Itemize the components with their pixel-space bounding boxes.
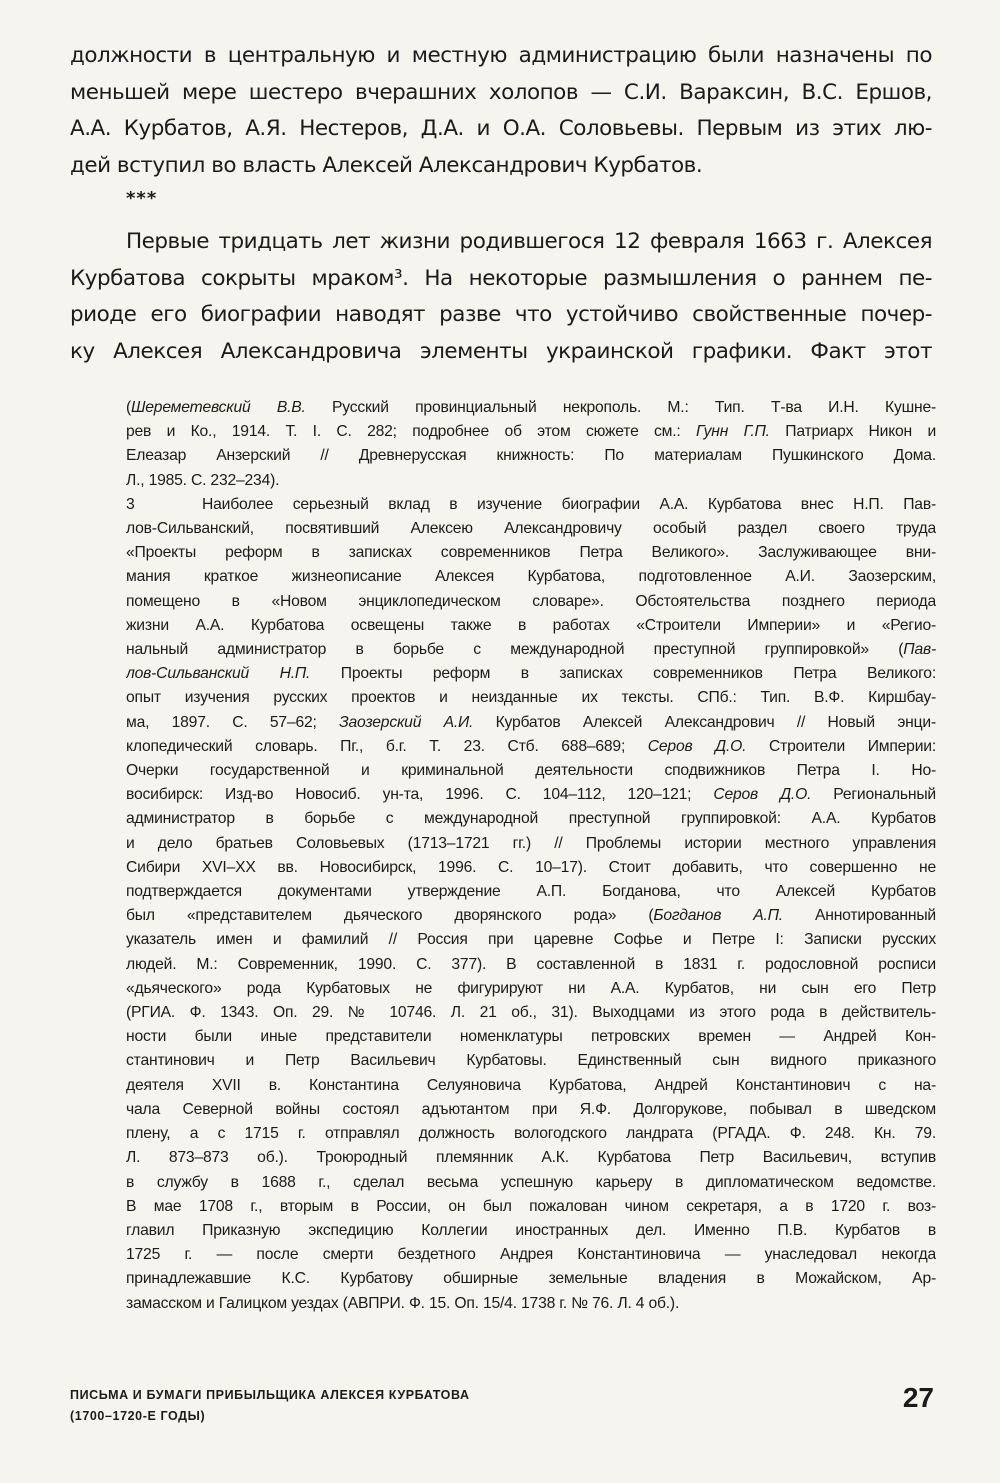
footnote-text: подтверждается документами утверждение А.П. Богданова, что Алексей Курбатов <box>126 883 936 901</box>
text-line: риоде его биографии наводят разве что устойчиво свойственные почер- <box>70 302 932 327</box>
footnote-text: жизни А.А. Курбатова освещены также в работах «Строители Империи» и «Регио- <box>126 616 936 634</box>
footnote-line <box>126 856 936 880</box>
footnote-line <box>126 977 936 1001</box>
main-text <box>70 38 932 184</box>
footnote-text: чала Северной войны состоял адъютантом при Я.Ф. Долгорукове, побывал в шведском <box>126 1100 936 1118</box>
footnote-text: помещено в «Новом энциклопедическом словаре». Обстоятельства позднего периода <box>126 592 936 610</box>
footnote-text: Аннотированный <box>782 907 936 925</box>
footnote-text: людей. М.: Современник, 1990. С. 377). В составленной в 1831 г. родословной росписи <box>126 955 936 973</box>
author-name: Серов Д.О. <box>713 786 812 804</box>
footnote-text: администратор в борьбе с международной преступной группировкой: А.А. Курбатов <box>126 810 936 828</box>
footnote-text: ( <box>126 399 132 416</box>
footnote-text: «Проекты реформ в записках современников Петра Великого». Заслуживающее вни- <box>126 544 936 562</box>
running-footer-title: ПИСЬМА И БУМАГИ ПРИБЫЛЬЩИКА АЛЕКСЕЯ КУРБАТОВА <box>70 1388 470 1402</box>
footnote-text: и дело братьев Соловьевых (1713–1721 гг.) // Проблемы истории местного управления <box>126 834 936 852</box>
footnote-text: «дьяческого» рода Курбатовых не фигурируют ни А.А. Курбатов, ни сын его Петр <box>126 979 936 997</box>
footnote-text: плену, а с 1715 г. отправлял должность вологодского ландрата (РГАДА. Ф. 248. Кн. 79. <box>126 1125 936 1143</box>
footnote-continuation <box>126 396 936 493</box>
footnote-line <box>126 832 936 856</box>
footnote-line <box>126 444 936 468</box>
footnote-line <box>126 420 936 444</box>
footnotes <box>126 396 936 1316</box>
footnote-text: стантинович и Петр Васильевич Курбатовы. Единственный сын видного приказного <box>126 1052 936 1070</box>
running-footer-subtitle: (1700–1720-Е ГОДЫ) <box>70 1409 206 1423</box>
footnote-3 <box>126 493 936 1316</box>
footnote-line <box>126 469 936 493</box>
footnote-text: Русский провинциальный некрополь. М.: Тип. Т-ва И.Н. Кушне- <box>305 399 936 416</box>
text-line: меньшей мере шестеро вчерашних холопов — С.И. Вараксин, В.С. Ершов, <box>70 79 932 105</box>
footnote-line <box>126 1243 936 1267</box>
footnote-text: главил Приказную экспедицию Коллегии иностранных дел. Именно П.В. Курбатов в <box>126 1221 936 1239</box>
footnote-line <box>126 590 936 614</box>
footnote-line <box>126 807 936 831</box>
footnote-line <box>126 1025 936 1049</box>
footnote-line <box>126 1122 936 1146</box>
text-line: дей вступил во власть Алексей Александрович Курбатов. <box>70 152 703 178</box>
footnote-text: 1725 г. — после смерти бездетного Андрея Константиновича — унаследовал некогда <box>126 1246 936 1264</box>
footnote-line <box>126 735 936 759</box>
main-text-paragraph-2 <box>70 224 932 370</box>
footnote-line <box>126 1074 936 1098</box>
footnote-text: Елеазар Анзерский // Древнерусская книжность: По материалам Пушкинского Дома. <box>126 447 936 465</box>
footnote-text: в службу в 1688 г., сделал весьма успешную карьеру в дипломатическом ведомстве. <box>126 1173 936 1191</box>
running-footer <box>70 1385 470 1427</box>
footnote-line <box>126 1098 936 1122</box>
footnote-text: восибирск: Изд-во Новосиб. ун-та, 1996. С. 104–112, 120–121; <box>126 786 714 804</box>
footnote-line <box>126 1049 936 1073</box>
page-number: 27 <box>902 1382 934 1413</box>
author-name: лов-Сильванский Н.П. <box>126 665 311 683</box>
footnote-text: клопедический словарь. Пг., б.г. Т. 23. Стб. 688–689; <box>126 737 648 755</box>
footnote-text: Очерки государственной и криминальной деятельности сподвижников Петра I. Но- <box>126 762 936 780</box>
footnote-text: Л. 873–873 об.). Троюродный племянник А.К. Курбатова Петр Васильевич, вступив <box>126 1149 936 1167</box>
footnote-text: Л., 1985. С. 232–234). <box>126 471 280 489</box>
footnote-text: Региональный <box>811 786 936 804</box>
footnote-line <box>126 928 936 952</box>
footnote-number: 3 <box>126 495 135 513</box>
footnote-line <box>126 1001 936 1025</box>
footnote-text: Строители Империи: <box>746 737 936 755</box>
footnote-text: принадлежавшие К.С. Курбатову обширные земельные владения в Можайском, Ар- <box>126 1270 936 1288</box>
footnote-text: Сибири XVI–XX вв. Новосибирск, 1996. С. 10–17). Стоит добавить, что совершенно не <box>126 858 936 876</box>
footnote-line <box>126 880 936 904</box>
author-name: Шереметевский В.В. <box>131 399 306 416</box>
footnote-text: был «представителем дьяческого дворянского рода» ( <box>126 907 654 925</box>
footnote-line <box>126 711 936 735</box>
footnote-line <box>126 1195 936 1219</box>
footnote-text: мания краткое жизнеописание Алексея Курбатова, подготовленное А.И. Заозерским, <box>126 568 936 586</box>
footnote-text: (РГИА. Ф. 1343. Оп. 29. № 10746. Л. 21 об., 31). Выходцами из этого рода в действитель- <box>126 1004 936 1022</box>
footnote-line <box>126 1146 936 1170</box>
text-line: Первые тридцать лет жизни родившегося 12 февраля 1663 г. Алексея <box>126 229 932 254</box>
footnote-line <box>126 517 936 541</box>
footnote-line <box>126 1171 936 1195</box>
author-name: Заозерский А.И. <box>339 713 474 731</box>
footnote-line <box>126 953 936 977</box>
footnote-text: Проекты реформ в записках современников Петра Великого: <box>310 665 936 683</box>
text-line: Курбатова сокрыты мраком³. На некоторые размышления о раннем пе- <box>70 265 932 291</box>
footnote-line <box>126 1267 936 1291</box>
author-name: Богданов А.П. <box>653 907 783 925</box>
author-name: Пав- <box>903 641 936 659</box>
footnote-text: указатель имен и фамилий // Россия при царевне Софье и Петре I: Записки русских <box>126 931 936 949</box>
author-name: Гунн Г.П. <box>696 423 770 441</box>
footnote-line <box>126 396 936 420</box>
text-line: А.А. Курбатов, А.Я. Нестеров, Д.А. и О.А. Соловьевы. Первым из этих лю- <box>70 116 932 141</box>
footnote-line <box>126 493 936 517</box>
footnote-text: нальный администратор в борьбе с международной преступной группировкой» ( <box>126 641 904 659</box>
footnote-text: лов-Сильванский, посвятивший Алексею Александровичу особый раздел своего труда <box>126 520 936 538</box>
footnote-line <box>126 614 936 638</box>
footnote-text: В мае 1708 г., вторым в России, он был пожалован чином секретаря, а в 1720 г. воз- <box>126 1197 936 1215</box>
section-separator: *** <box>126 188 158 209</box>
footnote-line <box>126 1219 936 1243</box>
footnote-line <box>126 541 936 565</box>
text-line: должности в центральную и местную администрацию были назначены по <box>70 43 932 68</box>
footnote-line <box>126 662 936 686</box>
footnote-text: рев и Ко., 1914. Т. I. С. 282; подробнее об этом сюжете см.: <box>126 423 696 441</box>
footnote-line <box>126 686 936 710</box>
footnote-text: опыт изучения русских проектов и неизданные их тексты. СПб.: Тип. В.Ф. Киршбау- <box>126 689 936 707</box>
author-name: Серов Д.О. <box>647 737 747 755</box>
footnote-text: замасском и Галицком уездах (АВПРИ. Ф. 15. Оп. 15/4. 1738 г. № 76. Л. 4 об.). <box>126 1294 680 1312</box>
footnote-text: ности были иные представители номенклатуры петровских времен — Андрей Кон- <box>126 1028 936 1046</box>
footnote-text: Патриарх Никон и <box>769 423 936 441</box>
footnote-text: деятеля XVII в. Константина Селуяновича Курбатова, Андрей Константинович с на- <box>126 1076 936 1094</box>
text-line: ку Алексея Александровича элементы украинской графики. Факт этот <box>70 338 932 364</box>
footnote-text: ма, 1897. С. 57–62; <box>126 713 340 731</box>
footnote-line <box>126 759 936 783</box>
footnote-line <box>126 638 936 662</box>
footnote-line <box>126 1292 936 1316</box>
footnote-line <box>126 565 936 589</box>
footnote-line <box>126 783 936 807</box>
footnote-line <box>126 904 936 928</box>
footnote-text: Наиболее серьезный вклад в изучение биографии А.А. Курбатова внес Н.П. Пав- <box>202 495 936 513</box>
footnote-text: Курбатов Алексей Александрович // Новый энци- <box>473 713 936 731</box>
